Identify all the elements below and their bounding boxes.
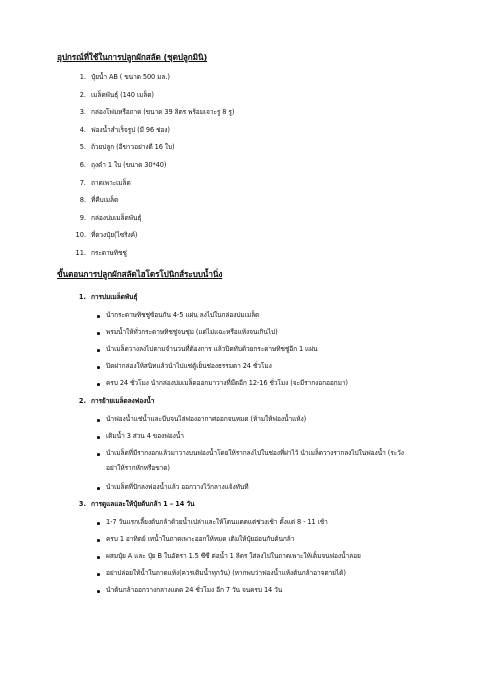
equipment-item: เมล็ดพันธุ์ (140 เมล็ด) <box>91 90 154 99</box>
step-bullet: นำต้นกล้าออกวางกลางแดด 24 ชั่วโมง อีก 7 วัน จนครบ 14 วัน <box>106 586 283 594</box>
step-bullet: นำเมล็ดที่มีรากงอกแล้วมาวางบนฟองน้ำโดยให้รากลงไปในช่องที่ผ่าไว้ นำเมล็ดวางรากลงไปในฟองน้ำ (ระวัง <box>106 449 404 457</box>
equipment-item: ถุงดำ 1 ใบ (ขนาด 30*40) <box>91 161 167 169</box>
equipment-item: ปุ๋ยน้ำ AB ( ขนาด 500 มล.) <box>91 73 170 81</box>
bullet-dot <box>97 383 100 386</box>
equipment-item: กล่องบ่มเมล็ดพันธุ์ <box>91 213 142 222</box>
equipment-item-number: 10. <box>75 231 86 240</box>
bullet-dot <box>97 315 100 318</box>
step-bullet: ครบ 24 ชั่วโมง นำกล่องบ่มเมล็ดออกมาวางที่มืดอีก 12-16 ชั่วโมง (จะมีรากงอกออกมา) <box>106 379 348 387</box>
equipment-item: ถ้วยปลูก (อีขาวอย่างดี 16 ใบ) <box>91 143 175 152</box>
bullet-dot <box>97 332 100 335</box>
bullet-dot <box>97 539 100 542</box>
step-bullet: อย่าปล่อยให้น้ำในถาดแห้ง(ควรเติมน้ำทุกวัน) (หากพบว่าฟองน้ำแห้งต้นกล้าอาจตายได้) <box>106 569 346 577</box>
step-bullet: เติมน้ำ 3 ส่วน 4 ของฟองน้ำ <box>106 432 184 440</box>
bullet-dot <box>97 590 100 593</box>
step-bullet-continuation: อย่าให้รากหักหรือขาด) <box>106 464 170 472</box>
equipment-item: กล่องโฟมหรือถาด (ขนาด 39 ลิตร พร้อมเจาะรู 8 รู) <box>91 108 235 117</box>
equipment-item-number: 8. <box>79 196 86 205</box>
step-bullet: ผสมปุ๋ย A และ ปุ๋ย B ในอัตรา 1.5 ซีซี ต่อน้ำ 1 ลิตร ใส่ลงไปในถาดเพาะให้เต็มจนฟองน้ำลอย <box>106 552 361 560</box>
step-bullet: นำฟองน้ำแช่น้ำและบีบจนไล่ฟองอากาศออกจนหมด (ห้ามให้ฟองน้ำแห้ง) <box>106 415 307 423</box>
section-title: การย้ายเมล็ดลงฟองน้ำ <box>91 397 155 405</box>
equipment-item: กระดาษทิชชู่ <box>91 249 127 257</box>
section-number: 1. <box>78 293 86 301</box>
bullet-dot <box>97 453 100 456</box>
equipment-item-number: 3. <box>79 108 86 117</box>
steps-heading: ขั้นตอนการปลูกผักสลัดไฮโดรโปนิกส์ระบบน้ำนิ่ง <box>57 269 223 279</box>
section-title: การดูแลและให้ปุ๋ยต้นกล้า 1 – 14 วัน <box>91 500 195 508</box>
bullet-dot <box>97 436 100 439</box>
equipment-item: ถาดเพาะเมล็ด <box>91 178 131 187</box>
equipment-item-number: 2. <box>79 90 86 99</box>
step-bullet: นำกระดาษทิชชู่ซ้อนกัน 4-5 แผ่น ลงไปในกล่องบ่มเมล็ด <box>106 311 260 319</box>
equipment-item-number: 11. <box>75 249 86 257</box>
equipment-item-number: 5. <box>79 143 86 152</box>
bullet-dot <box>97 366 100 369</box>
equipment-item-number: 1. <box>79 73 86 81</box>
equipment-item: ที่คีบเมล็ด <box>91 196 119 205</box>
bullet-dot <box>97 573 100 576</box>
section-number: 3. <box>78 500 86 508</box>
bullet-dot <box>97 487 100 490</box>
equipment-item-number: 7. <box>79 178 86 187</box>
equipment-item-number: 4. <box>79 125 86 134</box>
section-title: การบ่มเมล็ดพันธุ์ <box>91 293 138 301</box>
section-number: 2. <box>78 397 86 405</box>
step-bullet: พรมน้ำให้ทั่วกระดาษทิชชู่จนชุ่ม (แต่ไม่แฉะหรือแห้งจนเกินไป) <box>106 328 278 336</box>
bullet-dot <box>97 522 100 525</box>
step-bullet: ครบ 1 อาทิตย์ เทน้ำในถาดเพาะออกให้หมด เติมให้ปุ๋ยอ่อนกับต้นกล้า <box>106 535 295 543</box>
bullet-dot <box>97 349 100 352</box>
step-bullet: นำเมล็ดวางลงไปตามจำนวนที่ต้องการ แล้วปิดทับด้วยกระดาษทิชชู่อีก 1 แผ่น <box>106 345 318 353</box>
bullet-dot <box>97 419 100 422</box>
equipment-item: ฟองน้ำสำเร็จรูป (มี 96 ช่อง) <box>91 125 170 134</box>
equipment-item-number: 9. <box>79 213 86 222</box>
step-bullet: ปิดฝากล่องให้สนิทแล้วนำไปแช่ตู้เย็นช่องธรรมดา 24 ชั่วโมง <box>106 362 272 370</box>
step-bullet: นำเมล็ดที่ปักลงฟองน้ำแล้ว ออกวางไว้กลางแจ้งทันที <box>106 483 249 491</box>
bullet-dot <box>97 556 100 559</box>
step-bullet: 1-7 วันแรกเลี้ยงต้นกล้าด้วยน้ำเปล่าและให้โดนแดดแต่ช่วงเช้า ตั้งแต่ 8 - 11 เช้า <box>106 518 328 526</box>
equipment-heading: อุปกรณ์ที่ใช้ในการปลูกผักสลัด (ชุดปลูกมินิ) <box>57 52 208 62</box>
equipment-item-number: 6. <box>79 161 86 169</box>
equipment-item: ที่ตวงปุ๋ย(ไซริงค์) <box>91 231 138 240</box>
